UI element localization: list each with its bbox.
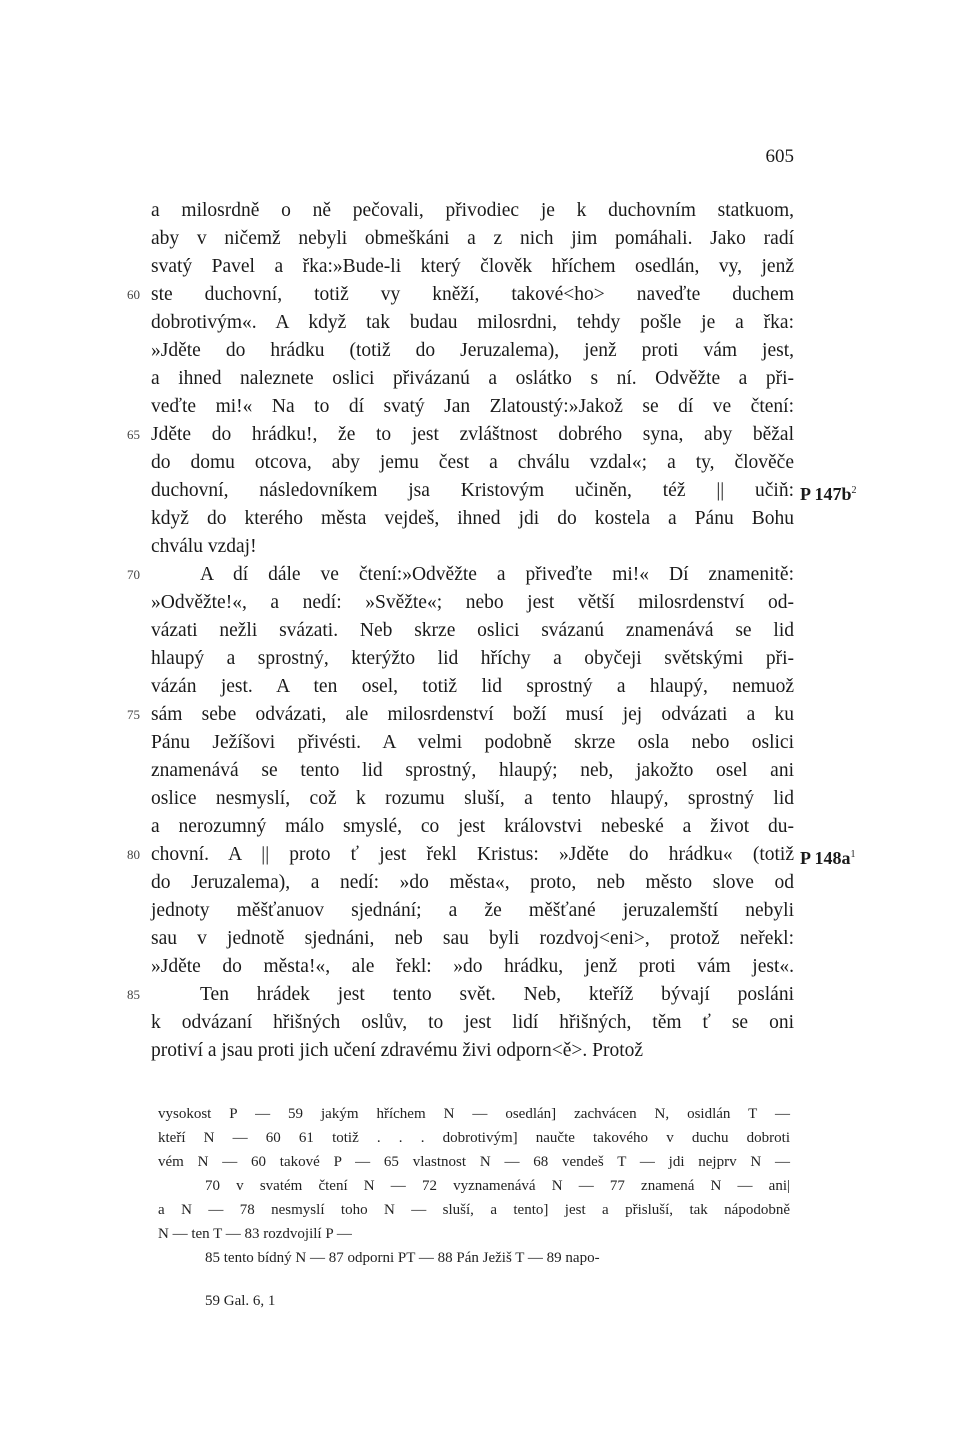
text-line: a milosrdně o ně pečovali, přivodiec je k duchovním statkuom, <box>151 200 794 221</box>
folio-superscript: 2 <box>851 485 857 496</box>
line-number: 60 <box>127 287 140 302</box>
text-line: »Jděte do hrádku (totiž do Jeruzalema), jenž proti vám jest, <box>151 340 794 361</box>
footnote: 59 Gal. 6, 1 <box>205 1293 276 1309</box>
text-line: »Odvěžte!«, a nedí: »Svěžte«; nebo jest větší milosrdenství od- <box>151 592 794 613</box>
text-line: chválu vzdaj! <box>151 536 257 557</box>
text-line: jednoty měšťanuov sjednání; a že měšťané jeruzalemští nebyli <box>151 900 794 921</box>
apparatus-line: kteří N — 60 61 totiž . . . dobrotivým] naučte takového v duchu dobroti <box>158 1130 790 1146</box>
text-line: do Jeruzalema), a nedí: »do města«, proto, neb město slove od <box>151 872 794 893</box>
apparatus-line: 70 v svatém čtení N — 72 vyznamenává N — 77 znamená N — ani| <box>205 1178 790 1194</box>
text-line: vázán jest. A ten osel, totiž lid sprostný a hlaupý, nemuož <box>151 676 794 697</box>
text-line: a ihned naleznete oslici přivázanú a oslátko s ní. Odvěžte a při- <box>151 368 794 389</box>
text-line: »Jděte do města!«, ale řekl: »do hrádku, jenž proti vám jest«. <box>151 956 794 977</box>
line-number: 70 <box>127 567 140 582</box>
line-number: 75 <box>127 707 140 722</box>
text-line: svatý Pavel a řka:»Bude-li který člověk hříchem osedlán, vy, jenž <box>151 256 794 277</box>
folio-reference <box>800 477 857 508</box>
line-number: 85 <box>127 987 140 1002</box>
page-number: 605 <box>765 146 794 167</box>
line-number: 65 <box>127 427 140 442</box>
text-line: když do kterého města vejdeš, ihned jdi do kostela a Pánu Bohu <box>151 508 794 529</box>
text-line: hlaupý a sprostný, kterýžto lid hříchy a obyčeji světskými při- <box>151 648 794 669</box>
text-line: oslice nesmyslí, což k rozumu sluší, a tento hlaupý, sprostný lid <box>151 788 794 809</box>
text-line: protiví a jsau proti jich učení zdravému živi odporn<ě>. Protož <box>151 1040 644 1061</box>
text-line: znamenává se tento lid sprostný, hlaupý; neb, jakožto osel ani <box>151 760 794 781</box>
text-line: duchovní, následovníkem jsa Kristovým učiněn, též || učiň: <box>151 480 794 501</box>
text-line: veďte mi!« Na to dí svatý Jan Zlatoustý:»Jakož se dí ve čtení: <box>151 396 794 417</box>
text-line: chovní. A || proto ť jest řekl Kristus: »Jděte do hrádku« (totiž <box>151 844 794 865</box>
text-line: Jděte do hrádku!, že to jest zvláštnost dobrého syna, aby běžal <box>151 424 794 445</box>
text-line: dobrotivým«. A když tak budau milosrdni, tehdy pošle je a řka: <box>151 312 794 333</box>
text-line: Pánu Ježíšovi přivésti. A velmi podobně skrze osla nebo oslici <box>151 732 794 753</box>
apparatus-line: vysokost P — 59 jakým hříchem N — osedlán] zachvácen N, osidlán T — <box>158 1106 790 1122</box>
text-line: vázati nežli svázati. Neb skrze oslici svázanú znamenává se lid <box>151 620 794 641</box>
text-line: sau v jednotě sjednáni, neb sau byli rozdvoj<eni>, protož neřekl: <box>151 928 794 949</box>
folio-reference <box>800 841 856 872</box>
apparatus-line: 85 tento bídný N — 87 odporni PT — 88 Pán Ježiš T — 89 napo- <box>205 1250 600 1266</box>
apparatus-line: vém N — 60 takové P — 65 vlastnost N — 68 vendeš T — jdi nejprv N — <box>158 1154 790 1170</box>
folio-label: P 147b <box>800 484 852 504</box>
folio-label: P 148a <box>800 848 851 868</box>
text-line: A dí dále ve čtení:»Odvěžte a přiveďte mi!« Dí znamenitě: <box>200 564 794 585</box>
apparatus-line: a N — 78 nesmyslí toho N — sluší, a tento] jest a přisluší, tak nápodobně <box>158 1202 790 1218</box>
text-line: sám sebe odvázati, ale milosrdenství boží musí jej odvázati a ku <box>151 704 794 725</box>
folio-superscript: 1 <box>850 849 856 860</box>
line-number: 80 <box>127 847 140 862</box>
apparatus-line: N — ten T — 83 rozdvojilí P — <box>158 1226 352 1242</box>
text-line: a nerozumný málo smyslé, co jest královstvi nebeské a život du- <box>151 816 794 837</box>
text-line: ste duchovní, totiž vy kněží, takové<ho> naveďte duchem <box>151 284 794 305</box>
text-line: Ten hrádek jest tento svět. Neb, kteříž bývají posláni <box>200 984 794 1005</box>
text-line: do domu otcova, aby jemu čest a chválu vzdal«; a ty, člověče <box>151 452 794 473</box>
text-line: k odvázaní hřišných oslův, to jest lidí hřišných, těm ť se oni <box>151 1012 794 1033</box>
text-line: aby v ničemž nebyli obmeškáni a z nich jim pomáhali. Jako radí <box>151 228 794 249</box>
